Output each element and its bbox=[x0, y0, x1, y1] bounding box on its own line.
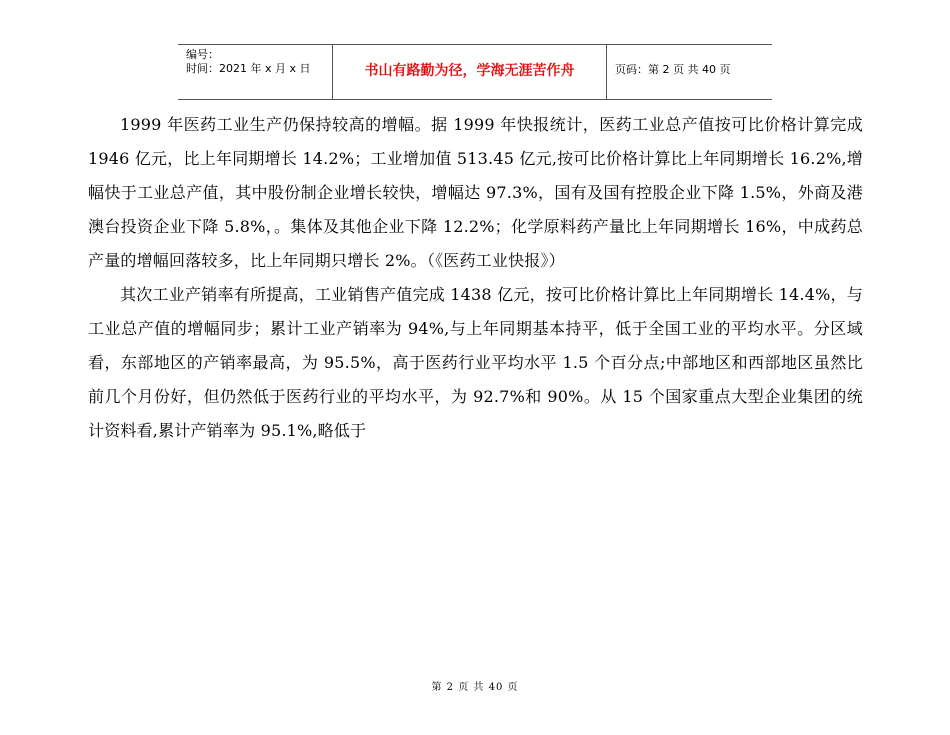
document-body bbox=[88, 108, 863, 448]
document-date-label: 时间：2021 年 x 月 x 日 bbox=[186, 62, 311, 75]
header-page-info: 页码：第 2 页 共 40 页 bbox=[615, 63, 731, 76]
body-paragraph-2: 其次工业产销率有所提高，工业销售产值完成 1438 亿元，按可比价格计算比上年同期增长 14.4%，与工业总产值的增幅同步；累计工业产销率为 94%,与上年同期基本持平，低于全国工业的平均水平。分区域看，东部地区的产销率最高，为 95.5%，高于医药行业平均水平 1.5 个百分点;中部地区和西部地区虽然比前几个月份好，但仍然低于医药行业的平均水平，为 92.7%和 90%。从 15 个国家重点大型企业集团的统计资料看,累计产销率为 95.1%,略低于 bbox=[88, 285, 863, 440]
page-header bbox=[178, 44, 772, 100]
body-paragraph-1: 1999 年医药工业生产仍保持较高的增幅。据 1999 年快报统计，医药工业总产值按可比价格计算完成 1946 亿元，比上年同期增长 14.2%；工业增加值 513.45 亿元,按可比价格计算比上年同期增长 16.2%,增幅快于工业总产值，其中股份制企业增长较快，增幅达 97.3%，国有及国有控股企业下降 1.5%，外商及港澳台投资企业下降 5.8%，。集体及其他企业下降 12.2%；化学原料药产量比上年同期增长 16%，中成药总产量的增幅回落较多，比上年同期只增长 2%。（《医药工业快报》） bbox=[88, 115, 863, 270]
header-slogan-cell bbox=[333, 45, 607, 99]
document-number-label: 编号： bbox=[186, 48, 219, 61]
header-slogan: 书山有路勤为径，学海无涯苦作舟 bbox=[364, 63, 575, 79]
header-info-cell bbox=[178, 45, 333, 99]
header-page-cell bbox=[607, 45, 772, 99]
page-footer: 第 2 页 共 40 页 bbox=[431, 682, 519, 693]
